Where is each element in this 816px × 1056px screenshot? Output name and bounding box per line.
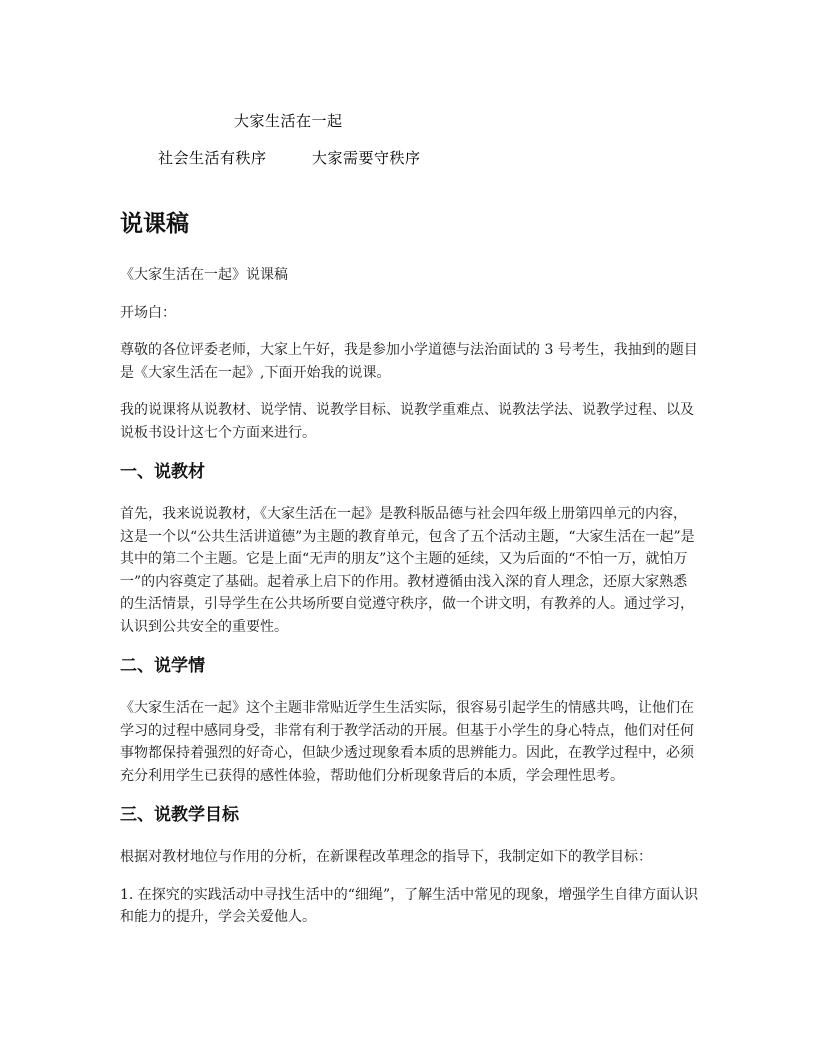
- section-learners-paragraph: 《大家生活在一起》这个主题非常贴近学生生活实际，很容易引起学生的情感共鸣，让他们在学习的过程中感同身受，非常有利于教学活动的开展。但基于小学生的身心特点，他们对任何事物都保持着强烈的好奇心，但缺少透过现象看本质的思辨能力。因此，在教学过程中，必须充分利用学生已获得的感性体验，帮助他们分析现象背后的本质，学会理性思考。: [120, 700, 694, 784]
- section-objectives-item-1: 1. 在探究的实践活动中寻找生活中的“细绳”，了解生活中常见的现象，增强学生自律方面认识和能力的提升，学会关爱他人。: [120, 886, 699, 925]
- section-objectives-intro: 根据对教材地位与作用的分析，在新课程改革理念的指导下，我制定如下的教学目标：: [120, 849, 652, 865]
- section-heading-textbook: 一、说教材: [120, 462, 205, 482]
- board-diagram-top-label: 大家生活在一起: [234, 112, 343, 130]
- document-body: [120, 206, 700, 944]
- overview-paragraph: 我的说课将从说教材、说学情、说教学目标、说教学重难点、说教法学法、说教学过程、以及说板书设计这七个方面来进行。: [120, 402, 694, 441]
- board-diagram-left-label: 社会生活有秩序: [158, 149, 267, 167]
- opening-label: 开场白：: [120, 304, 176, 321]
- section-textbook-paragraph: 首先，我来说说教材，《大家生活在一起》是教科版品德与社会四年级上册第四单元的内容，这是一个以“公共生活讲道德”为主题的教育单元，包含了五个活动主题，“大家生活在一起”是其中的第二个主题。它是上面“无声的朋友”这个主题的延续，又为后面的“不怕一万，就怕万一”的内容奠定了基础。起着承上启下的作用。教材遵循由浅入深的育人理念，还原大家熟悉的生活情景，引导学生在公共场所要自觉遵守秩序，做一个讲文明，有教养的人。通过学习，认识到公共安全的重要性。: [120, 506, 695, 635]
- section-heading-learners: 二、说学情: [120, 656, 205, 676]
- greeting-paragraph: 尊敬的各位评委老师，大家上午好，我是参加小学道德与法治面试的 3 号考生，我抽到的题目是《大家生活在一起》,下面开始我的说课。: [120, 342, 698, 381]
- document-subtitle: 《大家生活在一起》说课稿: [120, 267, 288, 283]
- board-diagram-right-label: 大家需要守秩序: [312, 149, 421, 167]
- section-heading-objectives: 三、说教学目标: [120, 805, 239, 825]
- document-title: 说课稿: [120, 211, 189, 237]
